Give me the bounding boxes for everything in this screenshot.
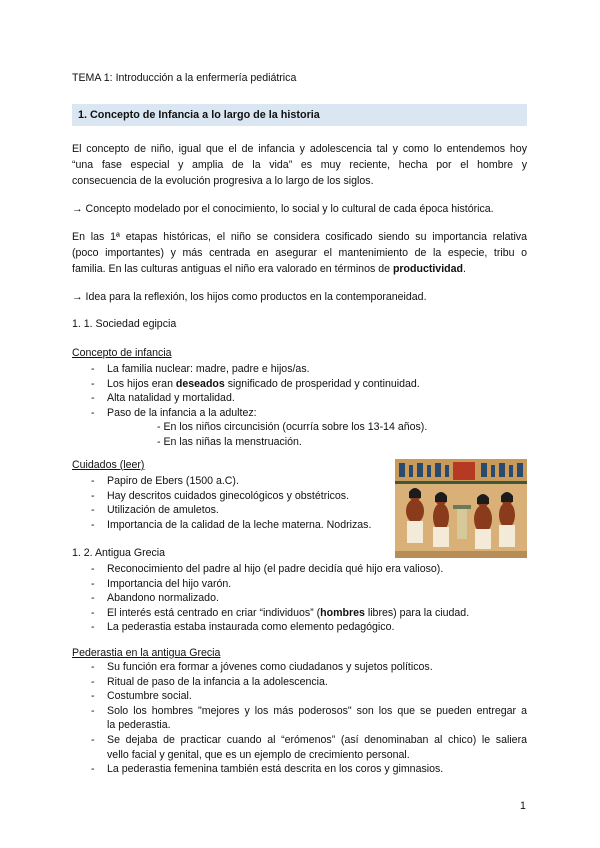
list-item: - La familia nuclear: madre, padre e hijos/as. — [72, 362, 527, 377]
list-item: - La pederastia estaba instaurada como elemento pedagógico. — [72, 620, 527, 635]
nested-list — [107, 420, 527, 449]
paragraph-line: (poco importantes) y más centrada en asegurar el mantenimiento de la especie, tribu o — [72, 247, 527, 259]
list-item: - Su función era formar a jóvenes como ciudadanos y sujetos políticos. — [72, 660, 527, 675]
paragraph-historical — [72, 229, 527, 277]
list-item: - Abandono normalizado. — [72, 591, 527, 606]
paragraph-line: “una fase especial y amplia de la vida” es muy reciente, hecha por el hombre y — [72, 159, 527, 171]
list-item — [72, 606, 527, 621]
paragraph-intro — [72, 141, 527, 189]
list-item-line: vello facial y genital, que es un ejemplo de crecimiento personal. — [107, 748, 410, 761]
nested-list-item: - En las niñas la menstruación. — [157, 435, 302, 448]
text-run: libres) para la ciudad. — [364, 606, 470, 619]
paragraph-line: consecuencia de la evolución progresiva a lo largo de los siglos. — [72, 175, 374, 187]
paragraph-line — [72, 261, 527, 277]
list-item: - Importancia de la calidad de la leche materna. Nodrizas. — [72, 518, 392, 533]
egyptian-papyrus-illustration — [395, 459, 527, 558]
paragraph-arrow-1: → Concepto modelado por el conocimiento, lo social y lo cultural de cada época histórica. — [72, 203, 494, 215]
cuidados-list — [72, 474, 392, 532]
bold-text: hombres — [320, 606, 365, 619]
cuidados-title: Cuidados (leer) — [72, 459, 145, 471]
bold-text: productividad — [392, 263, 463, 275]
subsection-title-egipto: 1. 1. Sociedad egipcia — [72, 318, 177, 330]
list-item: - Ritual de paso de la infancia a la adolescencia. — [72, 675, 527, 690]
text-run: significado de prosperidad y continuidad. — [224, 377, 420, 390]
egyptian-papyrus-image — [395, 459, 527, 558]
text-run: . — [462, 263, 466, 275]
bold-text: deseados — [175, 377, 225, 390]
list-item — [72, 704, 527, 733]
paragraph-line: En las 1ª etapas históricas, el niño se considera cosificado siendo su importancia relativa — [72, 231, 527, 243]
list-item: - Utilización de amuletos. — [72, 503, 392, 518]
subsection-title-grecia: 1. 2. Antigua Grecia — [72, 547, 166, 559]
pederastia-list — [72, 660, 527, 777]
list-item: - Hay descritos cuidados ginecológicos y obstétricos. — [72, 489, 392, 504]
concepto-title: Concepto de infancia — [72, 347, 172, 359]
list-item: - Reconocimiento del padre al hijo (el padre decidía qué hijo era valioso). — [72, 562, 527, 577]
list-item — [72, 733, 527, 762]
list-item: - Importancia del hijo varón. — [72, 577, 527, 592]
list-item — [72, 377, 527, 392]
list-item-line: la pederastia. — [107, 719, 171, 732]
document-header: TEMA 1: Introducción a la enfermería pediátrica — [72, 72, 297, 84]
list-item: - Alta natalidad y mortalidad. — [72, 391, 527, 406]
concepto-list — [72, 362, 527, 450]
list-item: - La pederastia femenina también está descrita en los coros y gimnasios. — [72, 762, 527, 777]
section-heading: 1. Concepto de Infancia a lo largo de la historia — [72, 104, 527, 126]
list-item: - Papiro de Ebers (1500 a.C). — [72, 474, 392, 489]
page-number: 1 — [520, 800, 526, 812]
text-run: Los hijos eran — [107, 377, 176, 390]
list-item-line: - Se dejaba de practicar cuando al “erómenos” (así denominaban al chico) le saliera — [107, 733, 527, 746]
nested-list-item: - En los niños circuncisión (ocurría sobre los 13-14 años). — [157, 421, 428, 434]
grecia-list — [72, 562, 527, 635]
list-item — [72, 406, 527, 450]
paragraph-line: El concepto de niño, igual que el de infancia y adolescencia tal y como lo entendemos hoy — [72, 143, 527, 155]
text-run: Paso de la infancia a la adultez: — [107, 406, 257, 419]
text-run: El interés está centrado en criar “individuos” ( — [107, 606, 321, 619]
text-run: familia. En las culturas antiguas el niño era valorado en términos de — [72, 263, 393, 275]
list-item-line: - Solo los hombres "mejores y los más poderosos" son los que se pueden entregar a — [107, 704, 527, 717]
pederastia-title: Pederastia en la antigua Grecia — [72, 647, 221, 659]
paragraph-arrow-2: → Idea para la reflexión, los hijos como productos en la contemporaneidad. — [72, 291, 427, 303]
list-item: - Costumbre social. — [72, 689, 527, 704]
